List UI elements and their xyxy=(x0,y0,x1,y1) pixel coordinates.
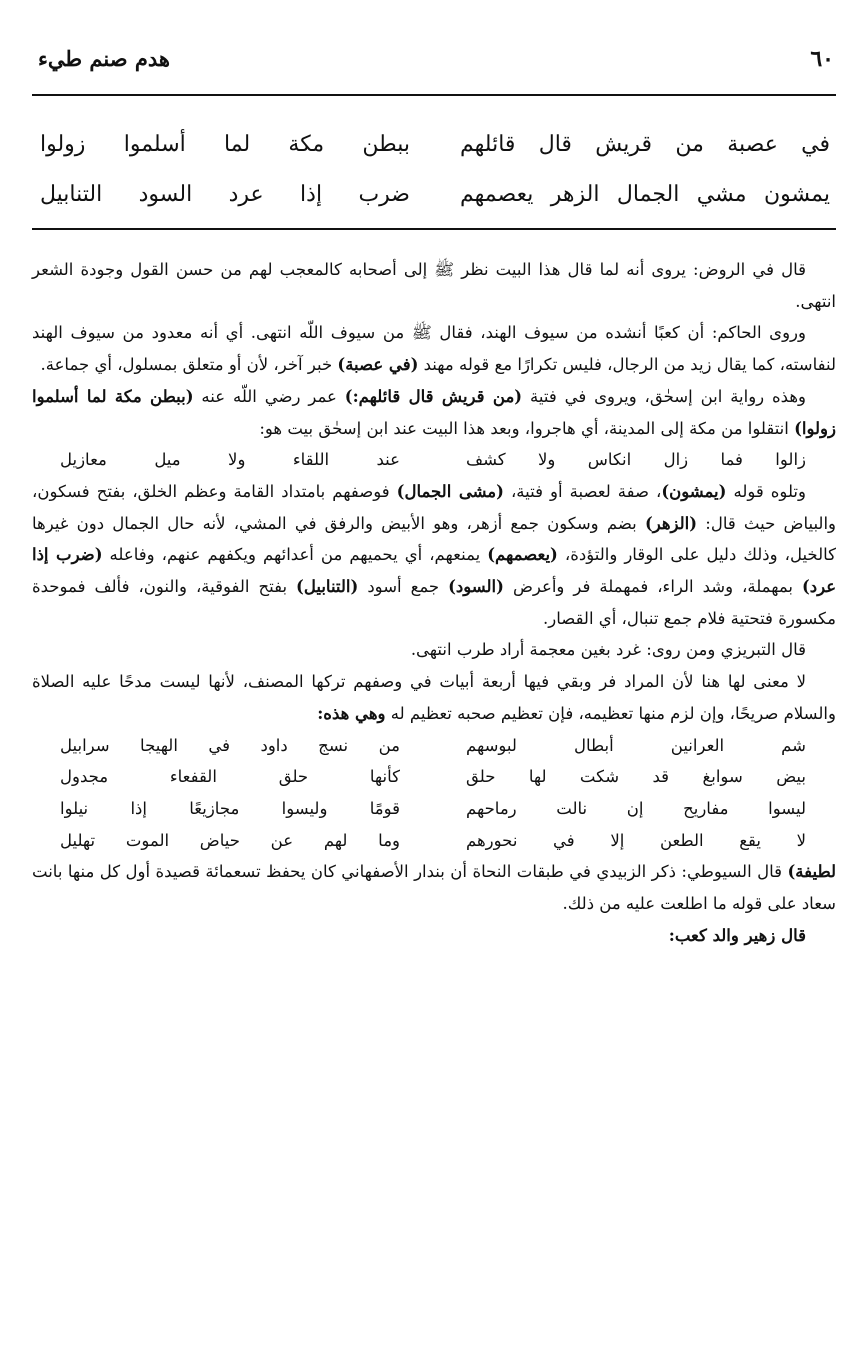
verse-hemistich: ليسوا مفاريح إن نالت رماحهم xyxy=(466,798,806,818)
verse-hemistich: زالوا فما زال انكاس ولا كشف xyxy=(466,450,806,470)
verse-hemistich: ضرب إذا عرد السود التنابيل xyxy=(40,182,410,207)
extra-verse-3 xyxy=(32,793,836,825)
paragraph-text: قال التبريزي ومن روى: غرد بغين معجمة أراد طرب انتهى. xyxy=(410,640,806,660)
quoted-phrase: لطيفة) xyxy=(787,862,837,882)
verse-hemistich: لا يقع الطعن إلا في نحورهم xyxy=(466,830,806,850)
paragraph-text: انتقلوا من مكة إلى المدينة، أي هاجروا، وبعد هذا البيت عند ابن إسحٰق بيت هو: xyxy=(259,418,789,438)
verse-hemistich: في عصبة من قريش قال قائلهم xyxy=(460,132,830,157)
extra-verse-2 xyxy=(32,761,836,793)
paragraph-ibn-ishaq xyxy=(32,381,836,444)
page-number: ٦٠ xyxy=(810,46,834,72)
quoted-phrase: وهي هذه: xyxy=(317,703,386,723)
verse-hemistich: عند اللقاء ولا ميل معازيل xyxy=(60,450,400,470)
paragraph-text: جمع أسود xyxy=(367,577,440,597)
paragraph-text: وتلوه قوله xyxy=(733,481,806,501)
verse-hemistich: يمشون مشي الجمال الزهر يعصمهم xyxy=(460,182,830,207)
paragraph-text: بضم وسكون جمع أزهر، وهو الأبيض والرفق في المشي، لأنه حال الجمال دون غيرها كالخيل، وذلك دليل على الوقار والتؤدة، xyxy=(32,513,836,565)
paragraph-text: يمنعهم، أي يحميهم من أعدائهم ويكفهم عنهم، وفاعله xyxy=(109,545,481,565)
verse-hemistich: قومًا وليسوا مجازيعًا إذا نيلوا xyxy=(60,798,400,818)
quoted-phrase: (السود) xyxy=(448,577,504,597)
verse-hemistich: وما لهم عن حياض الموت تهليل xyxy=(60,830,400,850)
quoted-phrase: (ببطن مكة لما أسلموا زولوا) xyxy=(32,386,836,438)
verse-hemistich: كأنها حلق القفعاء مجدول xyxy=(60,767,400,787)
quoted-phrase: (ضرب إذا عرد) xyxy=(32,545,837,597)
paragraph-text: قال في الروض: يروى أنه لما قال هذا البيت نظر ﷺ إلى أصحابه كالمعجب لهم من حسن القول وجودة الشعر انتهى. xyxy=(32,260,836,311)
quoted-phrase: (يعصمهم) xyxy=(487,545,558,565)
verse-hemistich: من نسج داود في الهيجا سرابيل xyxy=(60,735,400,755)
verses-rule xyxy=(32,228,836,230)
verse-hemistich: ببطن مكة لما أسلموا زولوا xyxy=(40,132,410,157)
quoted-phrase: (التنابيل) xyxy=(296,577,359,597)
inline-verse xyxy=(32,444,836,476)
paragraph-hakim xyxy=(32,317,836,380)
quoted-phrase: قال زهير والد كعب: xyxy=(668,925,806,945)
verse-hemistich: بيض سوابغ قد شكت لها حلق xyxy=(466,767,806,787)
quoted-phrase: (مشى الجمال) xyxy=(396,481,504,501)
paragraph-text: بفتح الفوقية، والنون، فألف فموحدة مكسورة فتحتية فلام جمع تنبال، أي القصار. xyxy=(32,577,836,628)
paragraph-text: ، صفة لعصبة أو فتية، xyxy=(510,481,662,501)
main-verses xyxy=(40,120,830,220)
main-verse-2 xyxy=(40,170,830,220)
quoted-phrase: (الزهر) xyxy=(644,513,698,533)
paragraph-tabrizi xyxy=(32,634,836,666)
paragraph-text: عمر رضي اللّه عنه xyxy=(201,386,337,406)
paragraph-text: تسعمائة قصيدة أول كل منها بانت سعاد على قوله ما اطلعت عليه من ذلك. xyxy=(32,862,836,913)
paragraph-explanation xyxy=(32,476,836,635)
quoted-phrase: (يمشون) xyxy=(661,481,727,501)
commentary-body xyxy=(32,254,836,951)
main-verse-1 xyxy=(40,120,830,170)
page-header xyxy=(32,42,836,82)
paragraph-text: لا معنى لها هنا لأن المراد فر وبقي فيها أربعة أبيات في وصفهم تركها المصنف، لأنها ليست مدحًا عليه الصلاة والسلام صريحًا، وإن لزم منها تعظيمه، فإن تعظيم صحبه تعظيم له xyxy=(32,672,836,723)
quoted-phrase: (في عصبة) xyxy=(337,355,419,375)
paragraph-omitted-verses xyxy=(32,666,836,729)
quoted-phrase: (من قريش قال قائلهم:) xyxy=(344,386,523,406)
paragraph-text: خبر آخر، لأن أو متعلق بمسلول، أي جماعة. xyxy=(40,355,333,375)
extra-verse-1 xyxy=(32,730,836,762)
header-rule xyxy=(32,94,836,96)
paragraph-latifa xyxy=(32,856,836,919)
verse-hemistich: شم العرانين أبطال لبوسهم xyxy=(466,735,806,755)
paragraph-text: وروى الحاكم: أن كعبًا أنشده من سيوف الهند، فقال ﷺ من سيوف اللّه انتهى. أي أنه معدود من سيوف الهند لنفاسته، كما يقال زيد من الرجال، فليس تكرارًا مع قوله مهند xyxy=(32,323,836,375)
paragraph-text: فوصفهم بامتداد القامة وعظم الخلق، بفتح فسكون، والبياض حيث قال: xyxy=(32,481,837,533)
paragraph-text: وهذه رواية ابن إسحٰق، ويروى في فتية xyxy=(530,386,807,406)
paragraph-zuhair xyxy=(32,920,836,952)
paragraph-rawd xyxy=(32,254,836,317)
extra-verse-4 xyxy=(32,825,836,857)
running-title: هدم صنم طيء xyxy=(38,46,170,71)
paragraph-text: بمهملة، وشد الراء، فمهملة فر وأعرض xyxy=(512,577,793,597)
paragraph-text: قال السيوطي: ذكر الزبيدي في طبقات النحاة أن بندار الأصفهاني كان يحفظ xyxy=(266,862,783,882)
